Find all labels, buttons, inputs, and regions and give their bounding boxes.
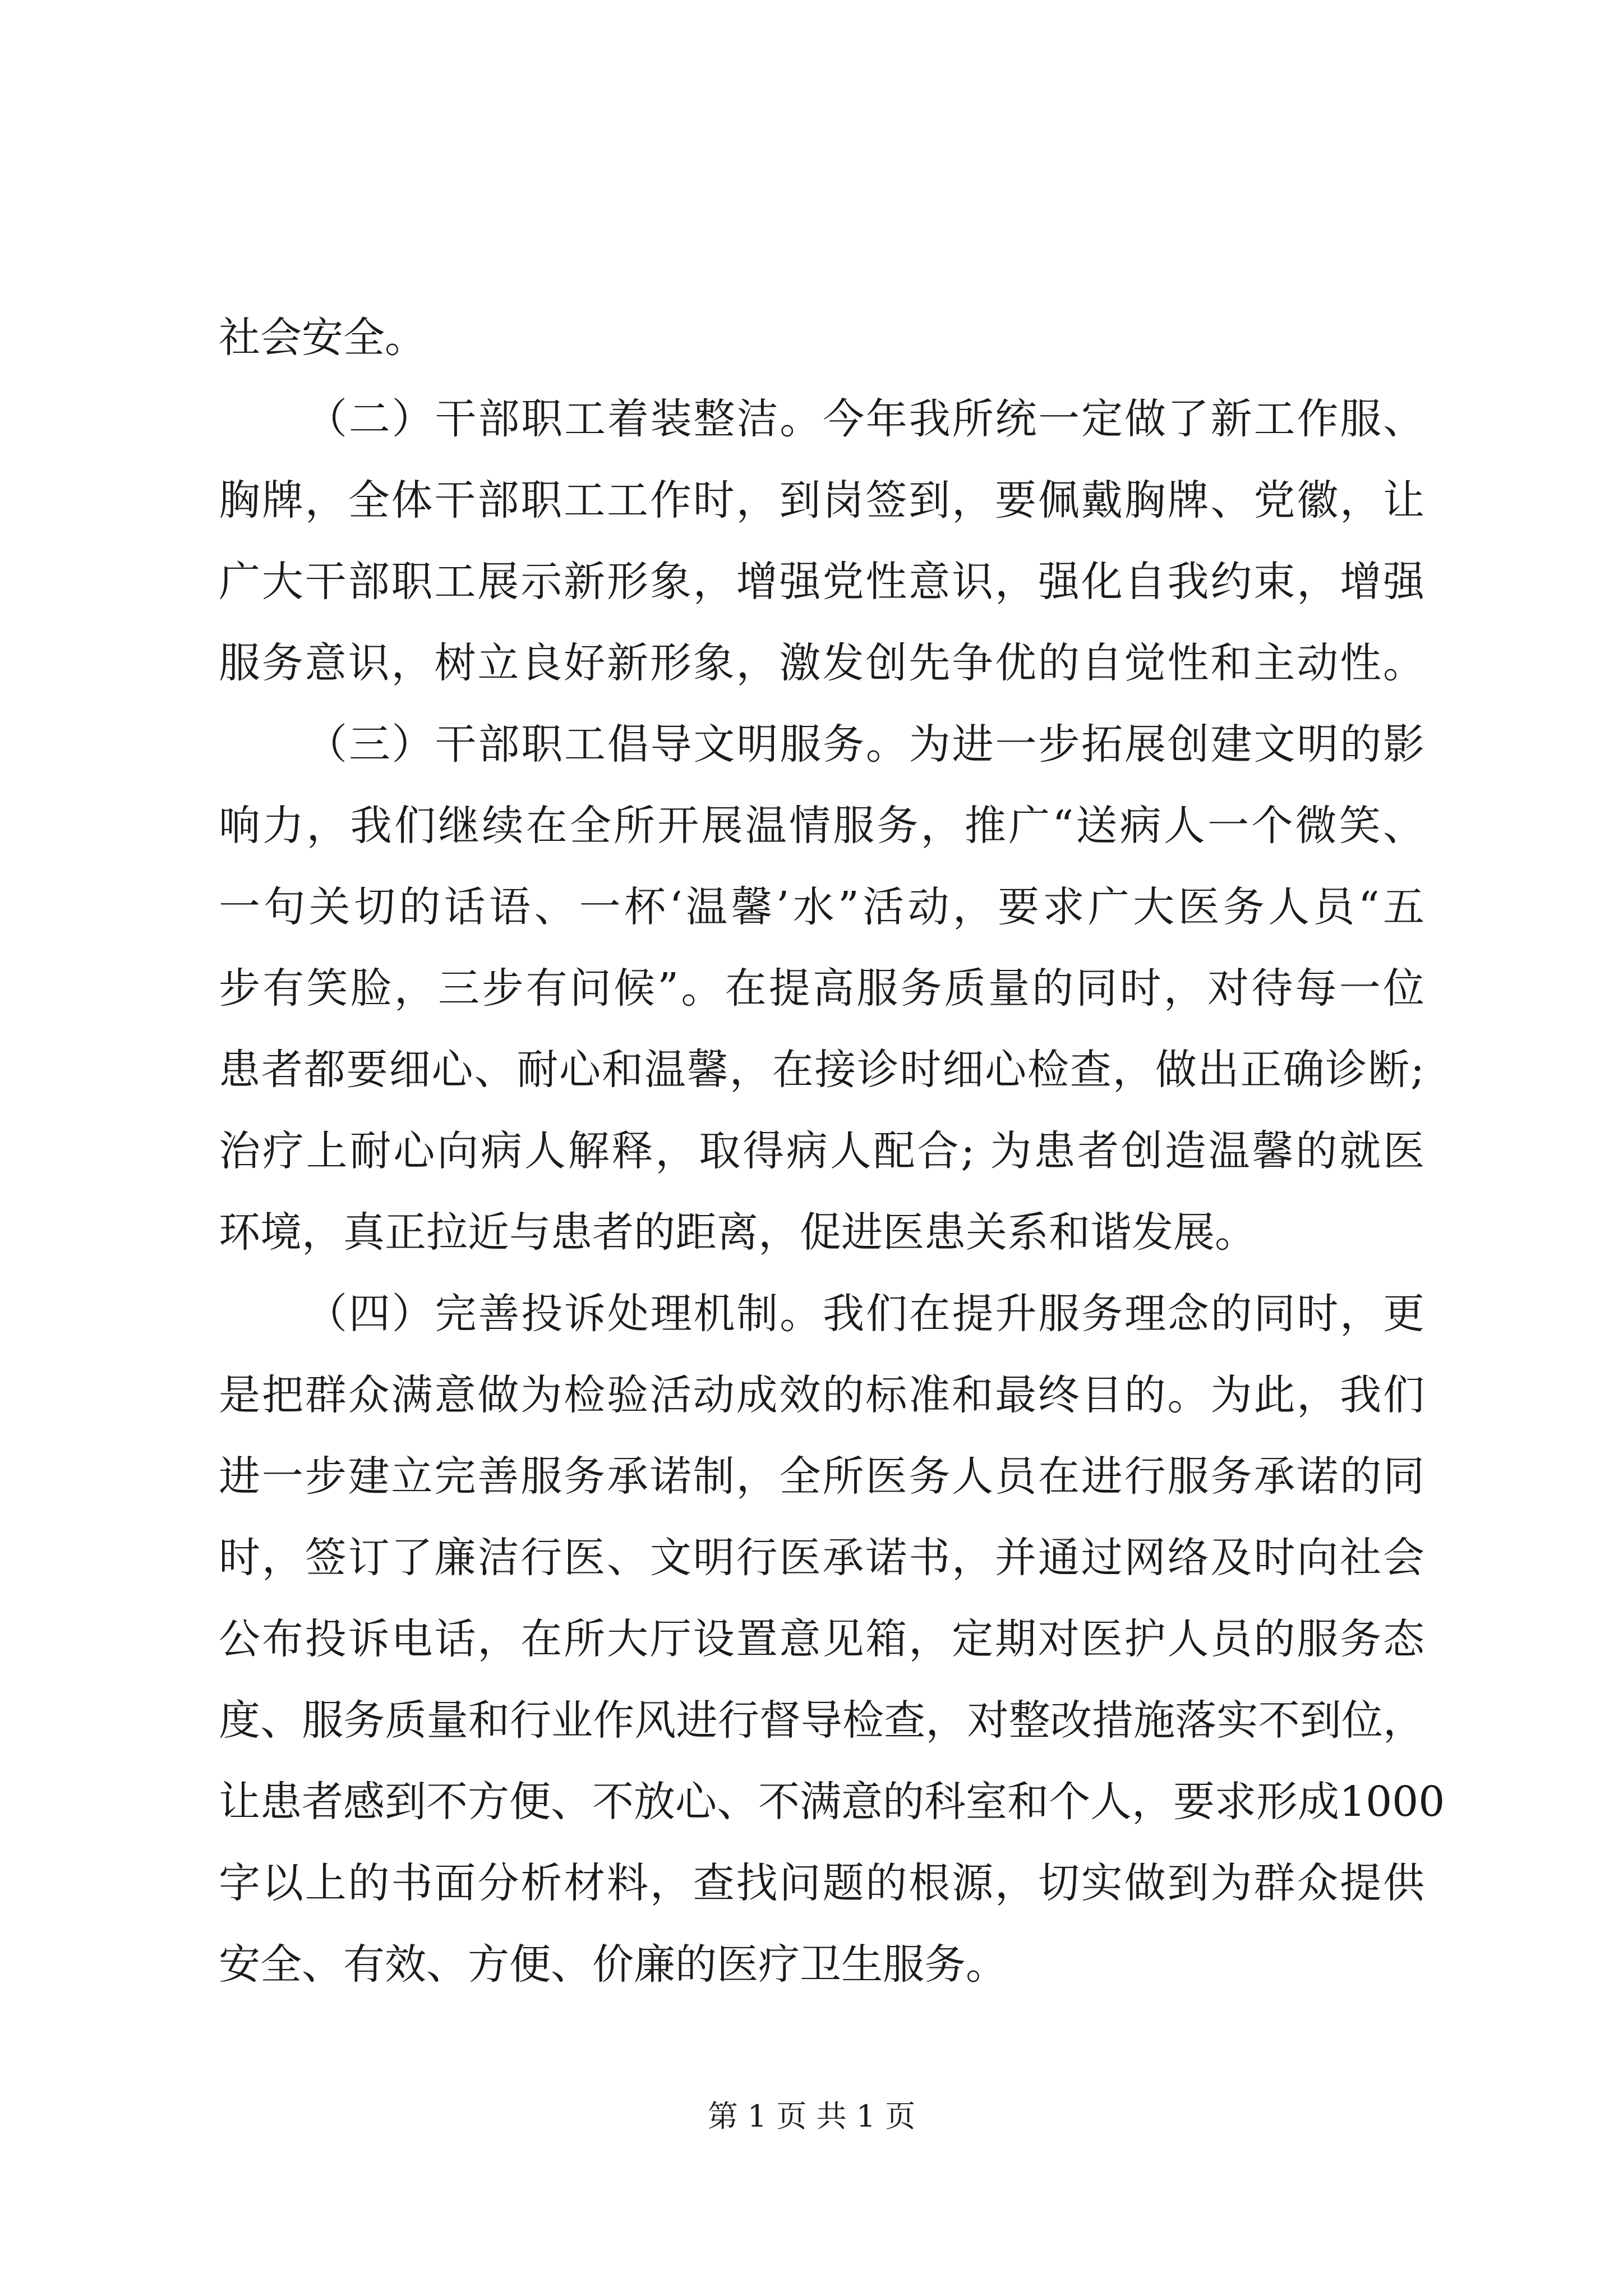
text-line: 胸牌，全体干部职工工作时，到岗签到，要佩戴胸牌、党徽，让 (219, 476, 1424, 524)
text-line: 服务意识，树立良好新形象，激发创先争优的自觉性和主动性。 (219, 639, 1424, 687)
text-line: 广大干部职工展示新形象，增强党性意识，强化自我约束，增强 (219, 558, 1424, 606)
text-line: 时，签订了廉洁行医、文明行医承诺书，并通过网络及时向社会 (219, 1534, 1424, 1582)
text-line: 一句关切的话语、一杯‘温馨’水”活动，要求广大医务人员“五 (219, 883, 1424, 931)
text-line: 进一步建立完善服务承诺制，全所医务人员在进行服务承诺的同 (219, 1452, 1424, 1501)
paragraph-heading-line: （二）干部职工着装整洁。今年我所统一定做了新工作服、 (306, 395, 1424, 443)
text-line: 社会安全。 (219, 314, 426, 362)
text-line: 是把群众满意做为检验活动成效的标准和最终目的。为此，我们 (219, 1371, 1424, 1419)
text-line: 治疗上耐心向病人解释，取得病人配合; 为患者创造温馨的就医 (219, 1127, 1424, 1175)
text-line: 步有笑脸，三步有问候”。在提高服务质量的同时，对待每一位 (219, 964, 1424, 1013)
paragraph-heading-line: （四）完善投诉处理机制。我们在提升服务理念的同时，更 (306, 1290, 1424, 1338)
text-line: 字以上的书面分析材料，查找问题的根源，切实做到为群众提供 (219, 1859, 1424, 1907)
paragraph-heading-line: （三）干部职工倡导文明服务。为进一步拓展创建文明的影 (306, 720, 1424, 769)
text-line: 度、服务质量和行业作风进行督导检查，对整改措施落实不到位， (219, 1696, 1424, 1745)
page-number-footer: 第 1 页 共 1 页 (707, 2099, 916, 2134)
text-line: 安全、有效、方便、价廉的医疗卫生服务。 (219, 1940, 1007, 1989)
text-line: 让患者感到不方便、不放心、不满意的科室和个人，要求形成1000 (219, 1778, 1445, 1826)
text-line: 响力，我们继续在全所开展温情服务，推广“送病人一个微笑、 (219, 802, 1424, 850)
text-line: 环境，真正拉近与患者的距离，促进医患关系和谐发展。 (219, 1208, 1256, 1257)
text-line: 公布投诉电话，在所大厅设置意见箱，定期对医护人员的服务态 (219, 1615, 1424, 1663)
text-line: 患者都要细心、耐心和温馨，在接诊时细心检查，做出正确诊断; (219, 1046, 1424, 1094)
